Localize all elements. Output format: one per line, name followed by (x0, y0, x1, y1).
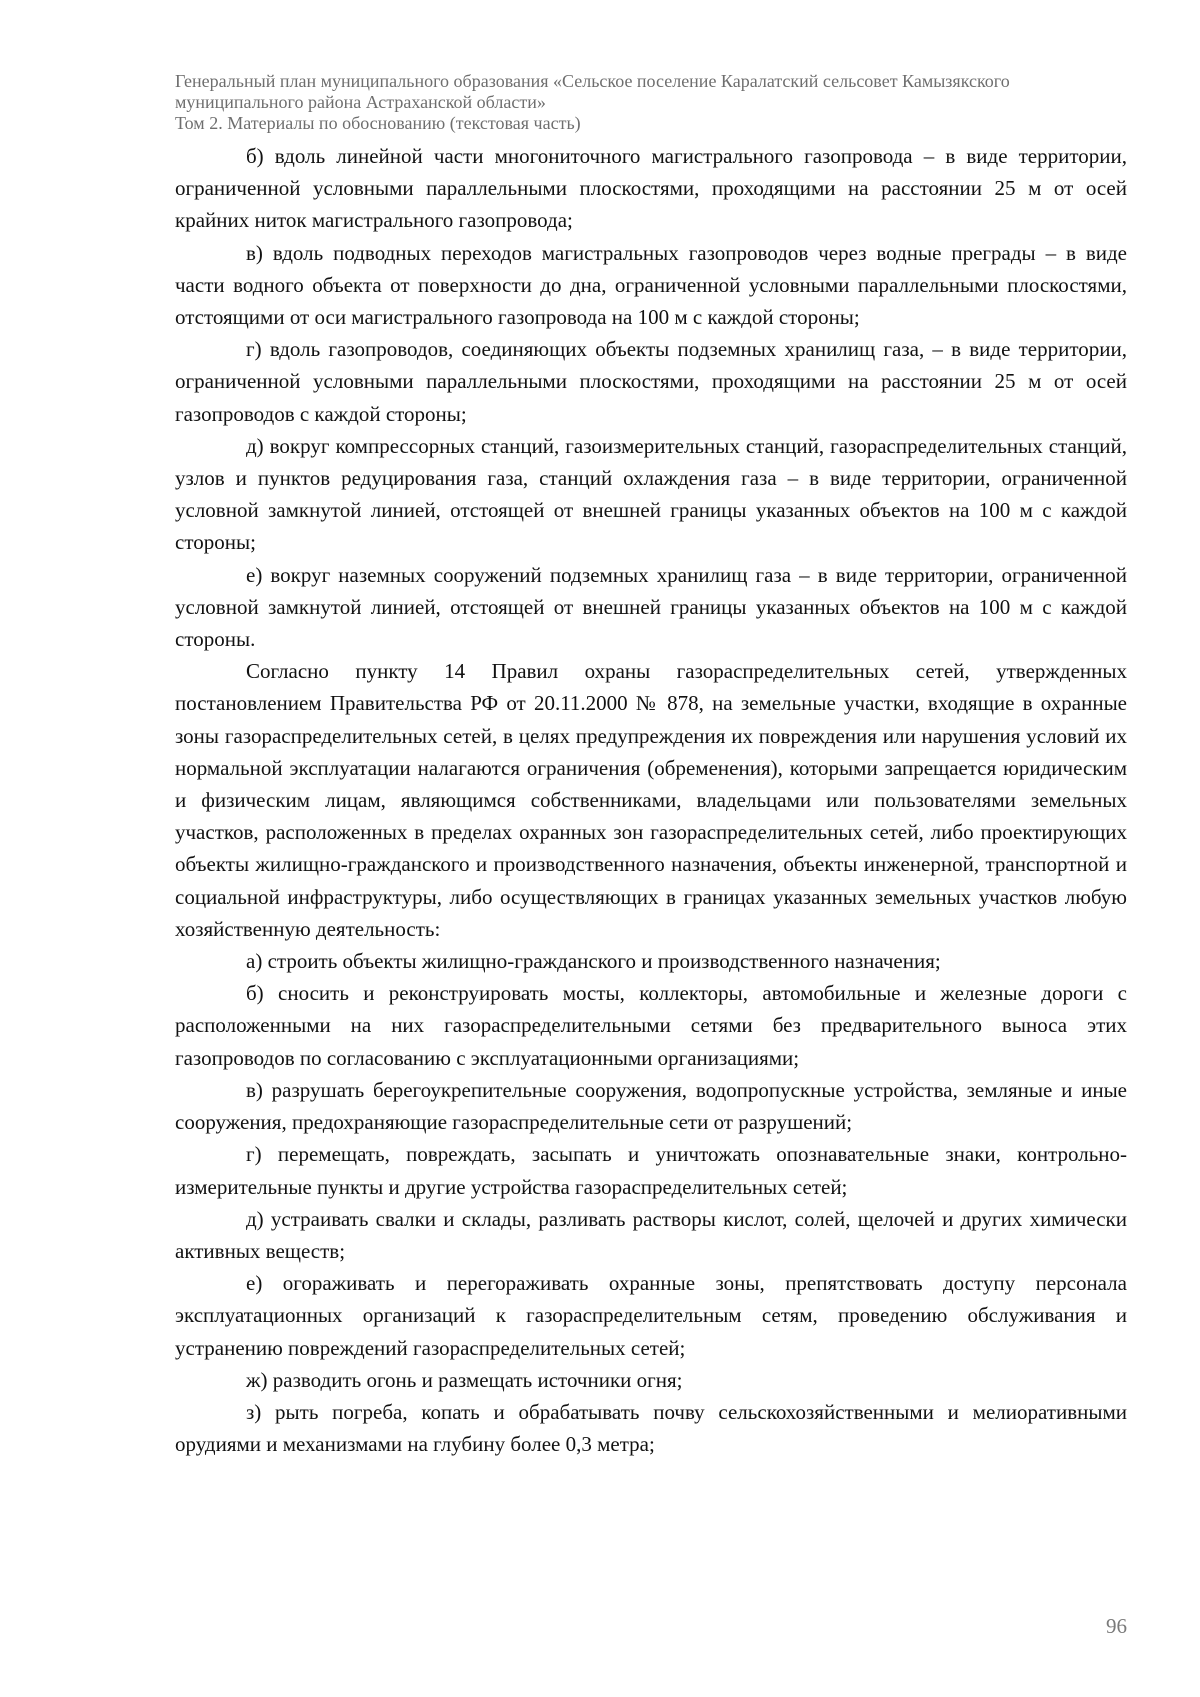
paragraph-item-d-compressor-stations: д) вокруг компрессорных станций, газоизмерительных станций, газораспределительных станций, узлов и пунктов редуцирования газа, станций охлаждения газа – в виде территории, ограниченной условной замкнутой линией, отстоящей от внешней границы указанных объектов на 100 м с каждой стороны; (175, 433, 1127, 555)
header-volume-line: Том 2. Материалы по обоснованию (текстовая часть) (175, 113, 581, 133)
paragraph-rules-point-14: Согласно пункту 14 Правил охраны газораспределительных сетей, утвержденных постановлением Правительства РФ от 20.11.2000 № 878, на земельные участки, входящие в охранные зоны газораспределительных сетей, в целях предупреждения их повреждения или нарушения условий их нормальной эксплуатации налагаются ограничения (обременения), которыми запрещается юридическим и физическим лицам, являющимся собственниками, владельцами или пользователями земельных участков, расположенных в пределах охранных зон газораспределительных сетей, либо проектирующих объекты жилищно-гражданского и производственного назначения, объекты инженерной, транспортной и социальной инфраструктуры, либо осуществляющих в границах указанных земельных участков любую хозяйственную деятельность: (175, 659, 1127, 941)
paragraph-restriction-z: з) рыть погреба, копать и обрабатывать почву сельскохозяйственными и мелиоративными орудиями и механизмами на глубину более 0,3 метра; (175, 1399, 1127, 1457)
paragraph-restriction-e: е) огораживать и перегораживать охранные зоны, препятствовать доступу персонала эксплуатационных организаций к газораспределительным сетям, проведению обслуживания и устранению повреждений газораспределительных сетей; (175, 1271, 1127, 1360)
paragraph-restriction-g: г) перемещать, повреждать, засыпать и уничтожать опознавательные знаки, контрольно-измерительные пункты и другие устройства газораспределительных сетей; (175, 1142, 1127, 1199)
paragraph-item-v-underwater-crossings: в) вдоль подводных переходов магистральных газопроводов через водные преграды – в виде части водного объекта от поверхности до дна, ограниченной условными параллельными плоскостями, отстоящими от оси магистрального газопровода на 100 м с каждой стороны; (175, 240, 1127, 330)
body-text (175, 140, 1127, 1460)
page-number: 96 (1106, 1614, 1127, 1638)
paragraph-item-g-storage-pipelines: г) вдоль газопроводов, соединяющих объекты подземных хранилищ газа, – в виде территории, ограниченной условными параллельными плоскостями, проходящими на расстоянии 25 м от осей газопроводов с каждой стороны; (175, 337, 1127, 426)
paragraph-restriction-d: д) устраивать свалки и склады, разливать растворы кислот, солей, щелочей и других химически активных веществ; (175, 1206, 1127, 1263)
running-header (175, 71, 1135, 134)
paragraph-restriction-b: б) сносить и реконструировать мосты, коллекторы, автомобильные и железные дороги с расположенными на них газораспределительными сетями без предварительного выноса этих газопроводов по согласованию с эксплуатационными организациями; (175, 981, 1127, 1070)
paragraph-restriction-zh: ж) разводить огонь и размещать источники огня; (246, 1367, 683, 1392)
paragraph-restriction-a: а) строить объекты жилищно-гражданского и производственного назначения; (246, 949, 941, 974)
header-title-line-1: Генеральный план муниципального образования «Сельское поселение Каралатский сельсовет Камызякского (175, 71, 1010, 91)
paragraph-item-e-ground-structures: е) вокруг наземных сооружений подземных хранилищ газа – в виде территории, ограниченной условной замкнутой линией, отстоящей от внешней границы указанных объектов на 100 м с каждой стороны. (175, 562, 1127, 652)
paragraph-restriction-v: в) разрушать берегоукрепительные сооружения, водопропускные устройства, земляные и иные сооружения, предохраняющие газораспределительные сети от разрушений; (175, 1077, 1127, 1135)
header-title-line-2: муниципального района Астраханской области» (175, 92, 546, 112)
paragraph-item-b-linear-part: б) вдоль линейной части многониточного магистрального газопровода – в виде территории, ограниченной условными параллельными плоскостями, проходящими на расстоянии 25 м от осей крайних ниток магистрального газопровода; (175, 144, 1127, 233)
